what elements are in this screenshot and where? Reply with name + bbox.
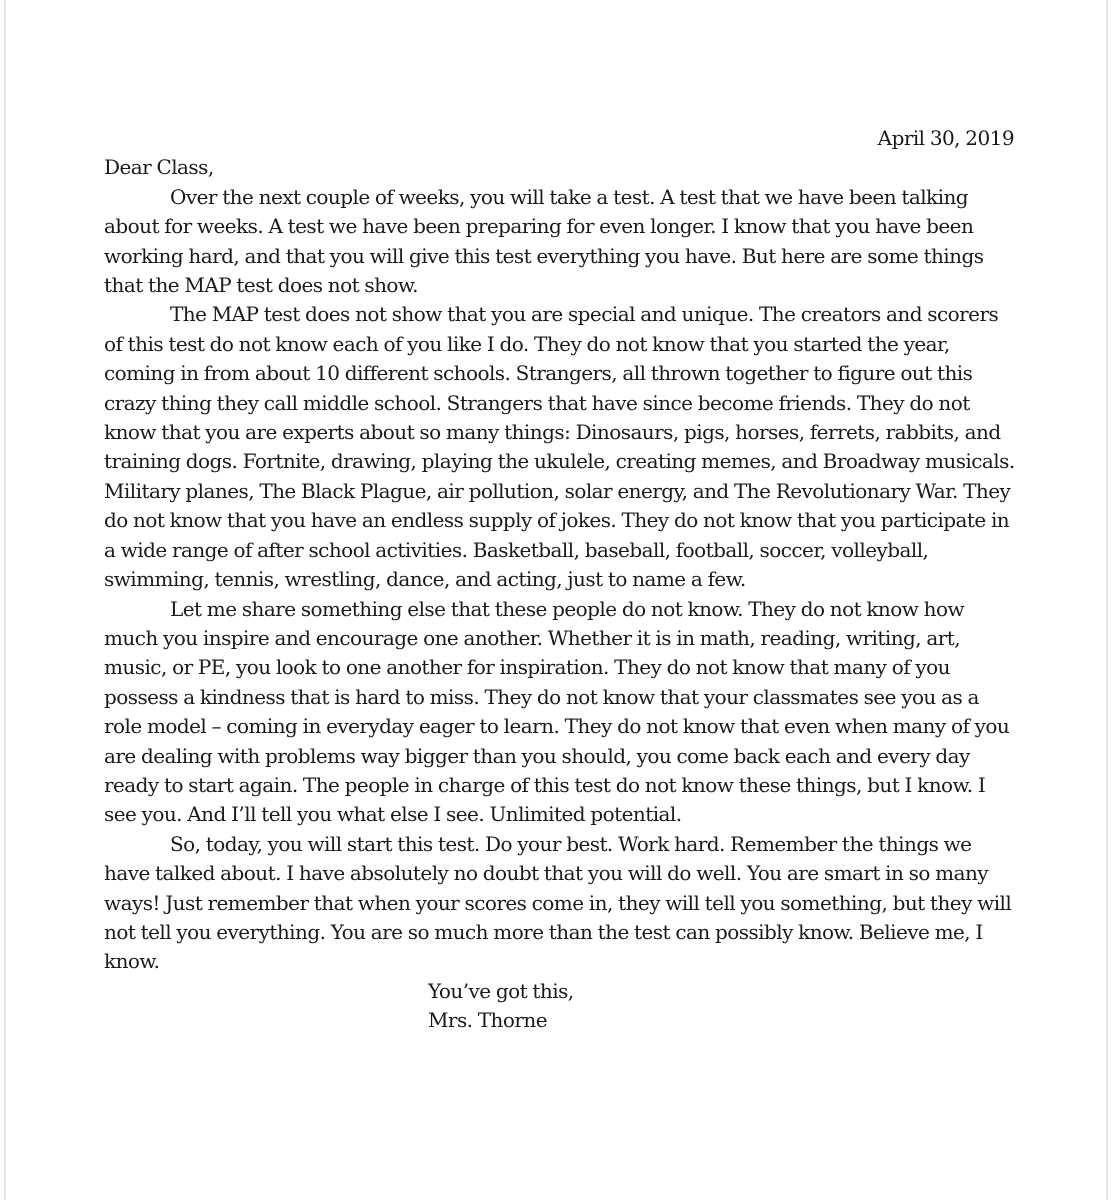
letter-signature: Mrs. Thorne (428, 1008, 548, 1033)
letter-salutation: Dear Class, (104, 155, 214, 180)
letter-paragraph-2: The MAP test does not show that you are special and unique. The creators and scorers of this test do not know each of you like I do. They do not know that you started the year, coming in from about 10 different schools. Strangers, all thrown together to figure out this crazy thing they call middle school. Strangers that have since become friends. They do not know that you are experts about so many things: Dinosaurs, pigs, horses, ferrets, rabbits, and training dogs. Fortnite, drawing, playing the ukulele, creating memes, and Broadway musicals. Military planes, The Black Plague, air pollution, solar energy, and The Revolutionary War. They do not know that you have an endless supply of jokes. They do not know that you participate in a wide range of after school activities. Basketball, baseball, football, soccer, volleyball, swimming, tennis, wrestling, dance, and acting, just to name a few. (104, 302, 1015, 592)
letter-paragraph-3: Let me share something else that these people do not know. They do not know how much you inspire and encourage one another. Whether it is in math, reading, writing, art, music, or PE, you look to one another for inspiration. They do not know that many of you possess a kindness that is hard to miss. They do not know that your classmates see you as a role model – coming in everyday eager to learn. They do not know that even when many of you are dealing with problems way bigger than you should, you come back each and every day ready to start again. The people in charge of this test do not know these things, but I know. I see you. And I’ll tell you what else I see. Unlimited potential. (104, 596, 1010, 827)
letter-paragraph-4: So, today, you will start this test. Do your best. Work hard. Remember the things we have talked about. I have absolutely no doubt that you will do well. You are smart in so many ways! Just remember that when your scores come in, they will tell you something, but they will not tell you everything. You are so much more than the test can possibly know. Believe me, I know. (104, 831, 1012, 974)
letter-closing: You’ve got this, (428, 978, 574, 1003)
page-edge-right (1106, 0, 1108, 1200)
letter-paragraph-1: Over the next couple of weeks, you will take a test. A test that we have been talking about for weeks. A test we have been preparing for even longer. I know that you have been working hard, and that you will give this test everything you have. But here are some things that the MAP test does not show. (104, 184, 984, 298)
letter-body (104, 124, 1016, 1036)
page-edge-left (4, 0, 6, 1200)
letter-date: April 30, 2019 (877, 126, 1014, 150)
